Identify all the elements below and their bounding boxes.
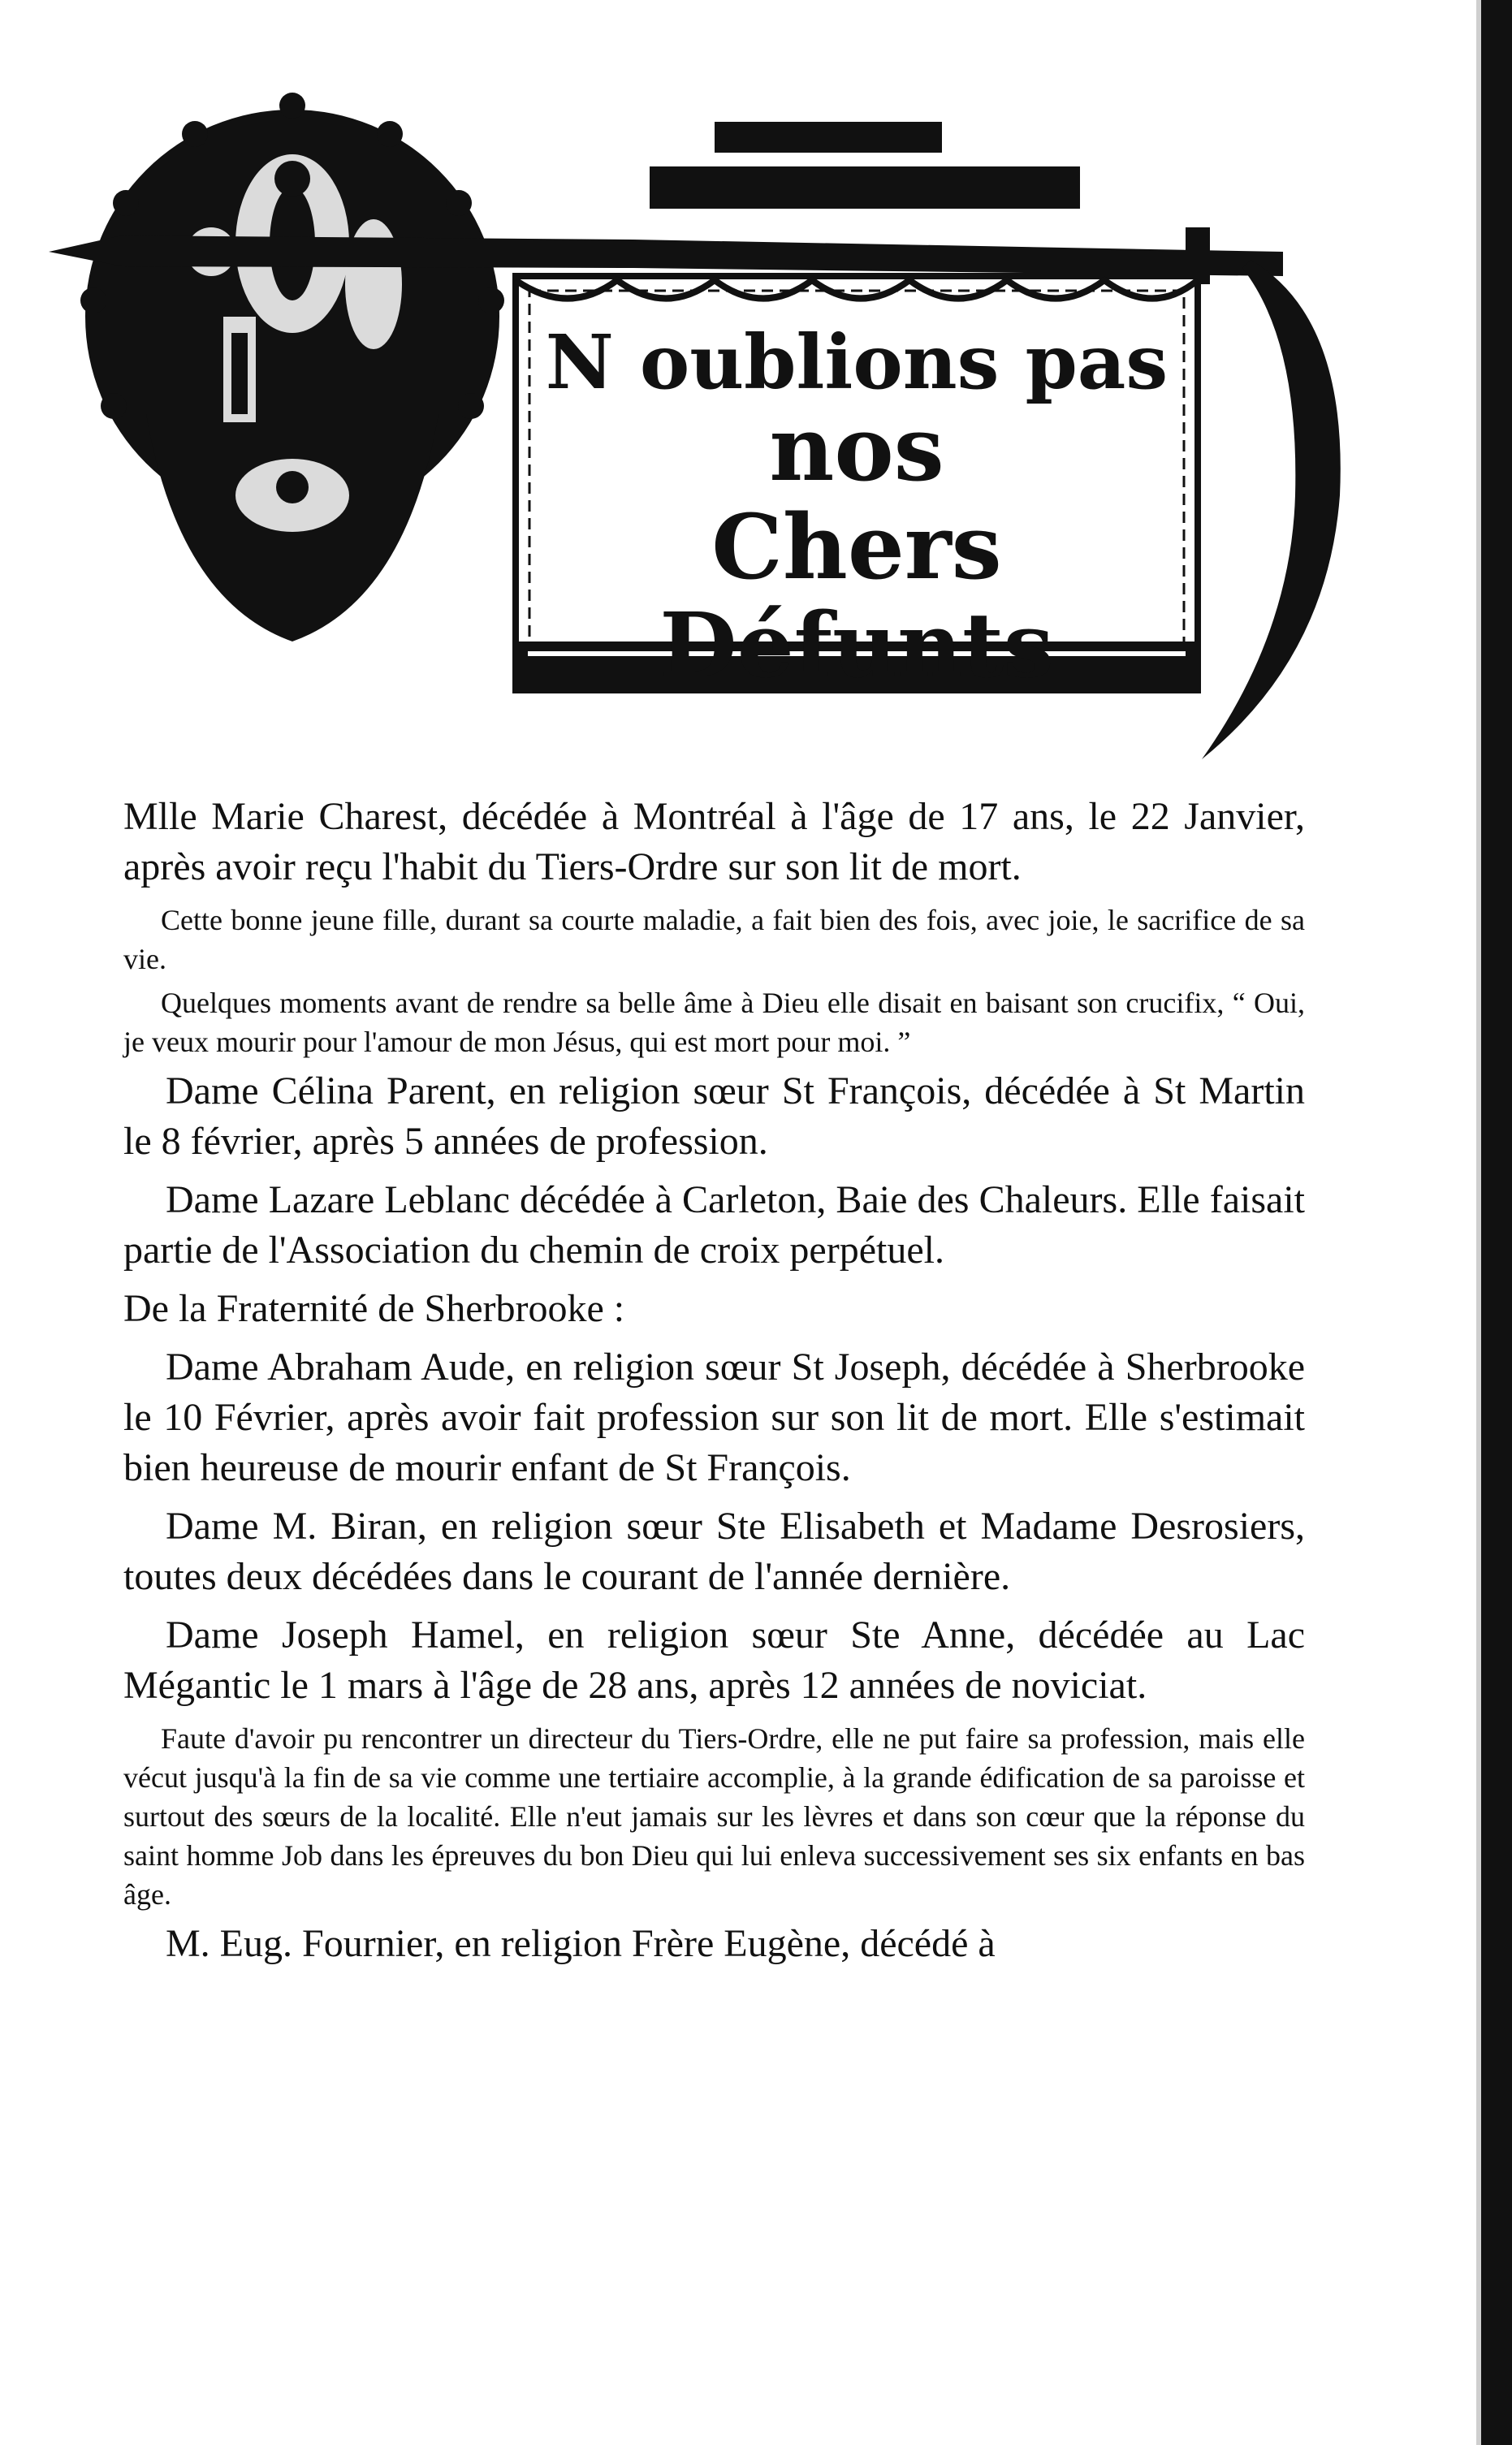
paragraph-8: Dame M. Biran, en religion sœur Ste Elisabeth et Madame Desrosiers, toutes deux décédées dans le courant de l'année dernière.: [123, 1505, 1305, 1598]
obituary-text: [123, 792, 1305, 1969]
paragraph-6: De la Fraternité de Sherbrooke :: [123, 1287, 625, 1330]
paragraph-4: Dame Célina Parent, en religion sœur St François, décédée à St Martin le 8 février, après 5 années de profession.: [123, 1069, 1305, 1163]
banner-title: [528, 318, 1186, 698]
banner-title-line-3: Chers Défunts: [659, 495, 1054, 698]
paragraph-11: M. Eug. Fournier, en religion Frère Eugène, décédé à: [166, 1922, 996, 1965]
paragraph-1: Mlle Marie Charest, décédée à Montréal à l'âge de 17 ans, le 22 Janvier, après avoir reçu l'habit du Tiers-Ordre sur son lit de mort.: [123, 795, 1305, 888]
scythe-blade: [1202, 260, 1341, 759]
banner-title-line-1: N oublions pas: [545, 318, 1169, 406]
paragraph-2: Cette bonne jeune fille, durant sa courte maladie, a fait bien des fois, avec joie, le sacrifice de sa vie.: [123, 904, 1305, 975]
blackletter-line-second: [650, 166, 1080, 209]
paragraph-9: Dame Joseph Hamel, en religion sœur Ste Anne, décédée au Lac Mégantic le 1 mars à l'âge de 28 ans, après 12 années de noviciat.: [123, 1613, 1305, 1707]
paragraph-10: Faute d'avoir pu rencontrer un directeur du Tiers-Ordre, elle ne put faire sa profession, mais elle vécut jusqu'à la fin de sa vie comme une tertiaire accomplie, à la grande édification de sa paroisse et surtout des sœurs de la localité. Elle n'eut jamais sur les lèvres et dans son cœur que la réponse du saint homme Job dans les épreuves du bon Dieu qui lui enleva successivement ses six enfants en bas âge.: [123, 1722, 1305, 1911]
medallion-ornament: [80, 93, 504, 641]
paragraph-7: Dame Abraham Aude, en religion sœur St Joseph, décédée à Sherbrooke le 10 Février, après avoir fait profession sur son lit de mort. Elle s'estimait bien heureuse de mourir enfant de St François.: [123, 1346, 1305, 1489]
paragraph-5: Dame Lazare Leblanc décédée à Carleton, Baie des Chaleurs. Elle faisait partie de l'Association du chemin de croix perpétuel.: [123, 1178, 1305, 1272]
banner-title-line-2: nos: [769, 396, 944, 501]
paragraph-3: Quelques moments avant de rendre sa belle âme à Dieu elle disait en baisant son crucifix, “ Oui, je veux mourir pour l'amour de mon Jésus, qui est mort pour moi. ”: [123, 987, 1305, 1058]
page-edge: [1481, 0, 1512, 2445]
blackletter-line-top: [715, 122, 942, 153]
